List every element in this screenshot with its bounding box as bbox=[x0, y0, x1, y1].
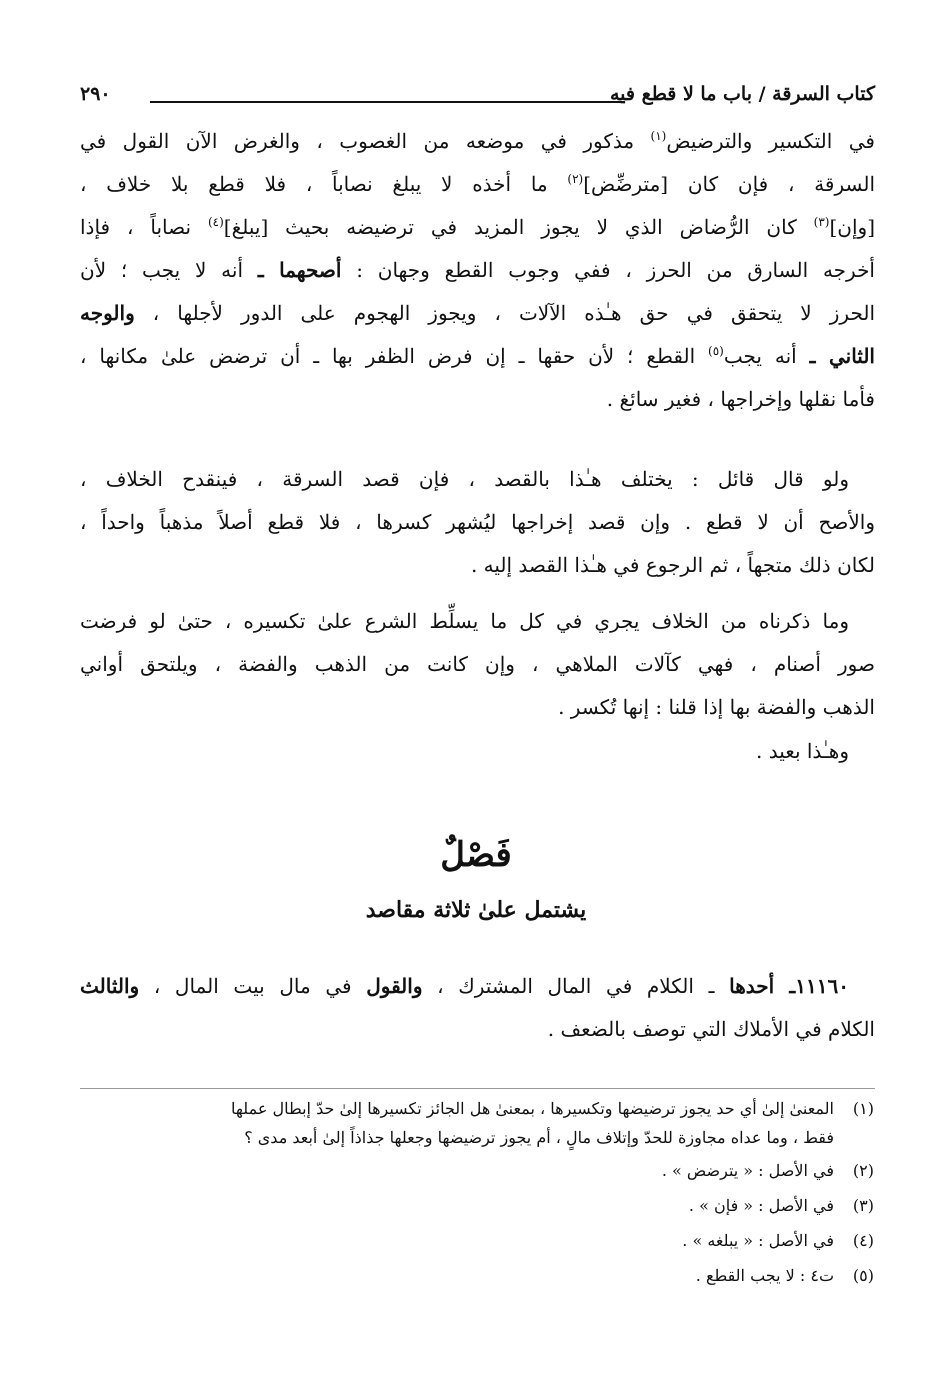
text-segment: الذهب والفضة بها إذا قلنا : إنها تُكسر . bbox=[558, 695, 875, 719]
text-segment: وهـٰذا بعيد . bbox=[756, 739, 849, 763]
text-segment: في التكسير والترضيض bbox=[666, 129, 875, 153]
text-line bbox=[80, 255, 875, 285]
text-segment: مذكور في موضعه من الغصوب ، والغرض الآن القول في bbox=[80, 129, 651, 153]
text-line bbox=[80, 169, 875, 199]
text-segment: أخرجه السارق من الحرز ، ففي وجوب القطع وجهان : bbox=[341, 258, 875, 282]
text-line bbox=[80, 736, 849, 766]
footnote-ref: (٣) bbox=[813, 215, 830, 229]
text-line bbox=[80, 606, 849, 636]
text-segment: صور أصنام ، فهي كآلات الملاهي ، وإن كانت من الذهب والفضة ، ويلتحق أواني bbox=[80, 652, 875, 676]
text-segment: لكان ذلك متجهاً ، ثم الرجوع في هـٰذا القصد إليه . bbox=[470, 553, 875, 577]
text-segment: في مال بيت المال ، bbox=[139, 974, 367, 998]
footnote-number: (٢) bbox=[852, 1161, 874, 1180]
footnote bbox=[231, 1097, 874, 1121]
section-subtitle: يشتمل علىٰ ثلاثة مقاصد bbox=[365, 897, 587, 923]
text-segment: أنه يجب bbox=[723, 344, 810, 368]
section-heading-ornament: فَصْلٌ bbox=[440, 835, 512, 875]
footnote-text: في الأصل : « فإن » . bbox=[688, 1196, 834, 1215]
text-segment: والأصح أن لا قطع . وإن قصد إخراجها ليُشهر كسرها ، فلا قطع أصلاً مذهباً واحداً ، bbox=[80, 510, 875, 534]
footnote-text: ت٤ : لا يجب القطع . bbox=[695, 1266, 834, 1285]
bold-term: والقول bbox=[366, 974, 423, 998]
text-line bbox=[80, 464, 849, 494]
footnote-ref: (٤) bbox=[207, 215, 224, 229]
text-segment: القطع ؛ لأن حقها ـ إن فرض الظفر بها ـ أن ترضض علىٰ مكانها ، bbox=[80, 344, 709, 368]
footnote-number: (٣) bbox=[852, 1196, 874, 1215]
footnote bbox=[682, 1229, 874, 1253]
bold-term: والوجه bbox=[80, 301, 135, 325]
text-segment: ـ الكلام في المال المشترك ، bbox=[422, 974, 730, 998]
header-rule bbox=[150, 101, 625, 103]
footnote-ref: (٥) bbox=[708, 344, 724, 358]
text-segment: الكلام في الأملاك التي توصف بالضعف . bbox=[547, 1017, 875, 1041]
text-line bbox=[80, 298, 875, 328]
page-number: ٢٩٠ bbox=[80, 83, 111, 105]
footnote bbox=[696, 1264, 874, 1288]
footnote-continuation: فقط ، وما عداه مجاوزة للحدّ وإتلاف مالٍ ، أم يجوز ترضيضها وجعلها جذاذاً إلىٰ أبعد مدى ؟ bbox=[244, 1128, 834, 1147]
footnote-text: في الأصل : « يترضض » . bbox=[661, 1161, 834, 1180]
text-segment: وما ذكرناه من الخلاف يجري في كل ما يسلِّط الشرع علىٰ تكسيره ، حتىٰ لو فرضت bbox=[80, 609, 849, 633]
text-segment: ولو قال قائل : يختلف هـٰذا بالقصد ، فإن قصد السرقة ، فينقدح الخلاف ، bbox=[80, 467, 849, 491]
footnote bbox=[689, 1194, 874, 1218]
footnote-ref: (٢) bbox=[567, 172, 584, 186]
bold-term: الثاني ـ bbox=[809, 344, 875, 368]
text-segment: أنه لا يجب ؛ لأن bbox=[80, 258, 258, 282]
text-line bbox=[80, 649, 875, 679]
text-segment: نصاباً ، فإذا bbox=[80, 215, 208, 239]
text-line bbox=[80, 1014, 875, 1044]
text-line bbox=[80, 692, 875, 722]
footnote-number: (٥) bbox=[852, 1266, 874, 1285]
footnote-number: (١) bbox=[852, 1099, 874, 1118]
text-line bbox=[80, 971, 849, 1001]
running-header bbox=[80, 83, 875, 113]
text-segment: الحرز لا يتحقق في حق هـٰذه الآلات ، ويجوز الهجوم على الدور لأجلها ، bbox=[134, 301, 875, 325]
bold-term: ١١١٦٠ـ أحدها bbox=[729, 974, 849, 998]
text-line bbox=[80, 212, 875, 242]
text-segment: فأما نقلها وإخراجها ، فغير سائغ . bbox=[606, 387, 875, 411]
bold-term: أصحهما ـ bbox=[257, 258, 342, 282]
footnote-text: في الأصل : « يبلغه » . bbox=[682, 1231, 834, 1250]
text-line bbox=[80, 550, 875, 580]
footnote bbox=[662, 1159, 874, 1183]
text-segment: ما أخذه لا يبلغ نصاباً ، فلا قطع بلا خلاف ، bbox=[80, 172, 568, 196]
text-line bbox=[80, 384, 875, 414]
footnote-ref: (١) bbox=[650, 129, 667, 143]
text-segment: السرقة ، فإن كان [مترضِّض] bbox=[583, 172, 876, 196]
footnote-text: المعنىٰ إلىٰ أي حد يجوز ترضيضها وتكسيرها ، بمعنىٰ هل الجائز تكسيرها إلىٰ حدّ إبطال عملها bbox=[231, 1099, 834, 1118]
footnote-divider bbox=[80, 1088, 875, 1089]
text-segment: كان الرُّضاض الذي لا يجوز المزيد في ترضيضه بحيث [يبلغ] bbox=[223, 215, 814, 239]
footnote-number: (٤) bbox=[852, 1231, 874, 1250]
text-line bbox=[80, 126, 875, 156]
bold-term: والثالث bbox=[80, 974, 140, 998]
text-line bbox=[80, 341, 875, 371]
text-line bbox=[80, 507, 875, 537]
chapter-title: كتاب السرقة / باب ما لا قطع فيه bbox=[609, 83, 875, 105]
text-segment: [وإن] bbox=[829, 215, 875, 239]
